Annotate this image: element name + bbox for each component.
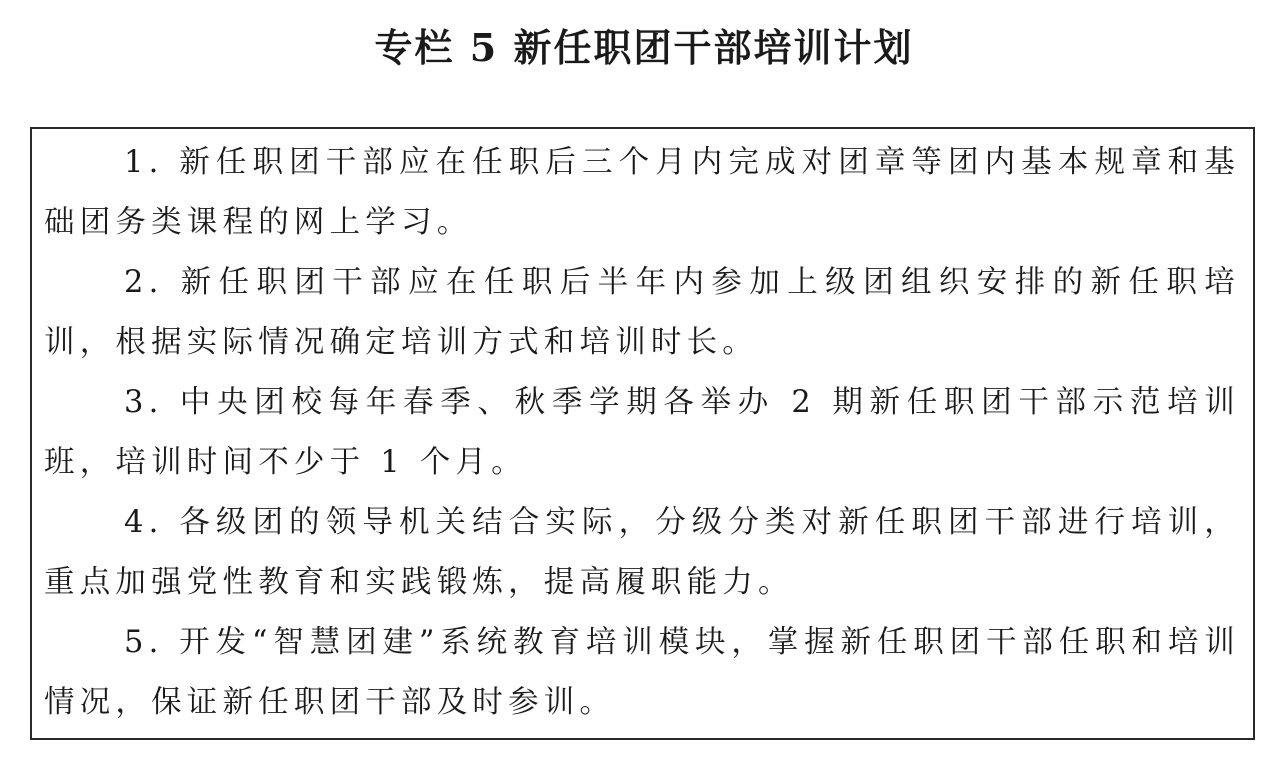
content-box <box>44 133 1240 733</box>
list-item: 1. 新任职团干部应在任职后三个月内完成对团章等团内基本规章和基础团务类课程的网上学习。 <box>44 145 1240 240</box>
list-item: 3. 中央团校每年春季、秋季学期各举办 2 期新任职团干部示范培训班，培训时间不少于 1 个月。 <box>44 385 1240 480</box>
page-title: 专栏 5 新任职团干部培训计划 <box>374 25 914 70</box>
list-item: 2. 新任职团干部应在任职后半年内参加上级团组织安排的新任职培训，根据实际情况确定培训方式和培训时长。 <box>44 265 1240 360</box>
list-item: 5. 开发“智慧团建”系统教育培训模块，掌握新任职团干部任职和培训情况，保证新任职团干部及时参训。 <box>44 625 1240 720</box>
list-item: 4. 各级团的领导机关结合实际，分级分类对新任职团干部进行培训，重点加强党性教育和实践锻炼，提高履职能力。 <box>44 505 1240 600</box>
